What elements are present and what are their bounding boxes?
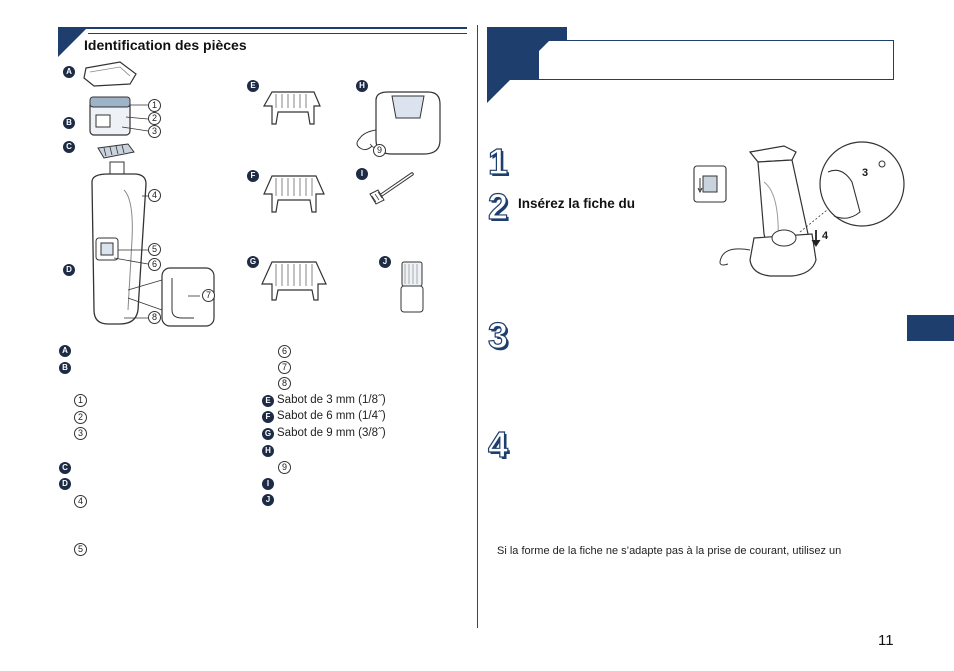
legend-callout-3: 3	[74, 427, 87, 440]
callout-8: 8	[148, 311, 161, 324]
legend-callout-8: 8	[278, 377, 291, 390]
section-rule-left	[58, 27, 467, 29]
right-header-band	[487, 27, 567, 41]
part-g-comb-illustration	[258, 258, 332, 304]
column-divider	[477, 25, 478, 628]
callout-2: 2	[148, 112, 161, 125]
legend-badge-g: G	[262, 428, 274, 440]
callout-4: 4	[148, 189, 161, 202]
badge-e: E	[247, 80, 259, 92]
legend-text-e: Sabot de 3 mm (1/8˝)	[277, 394, 386, 406]
right-header-fill	[487, 40, 539, 80]
section-rule-left-2	[88, 33, 467, 34]
step-4-number: 4	[488, 424, 509, 465]
charging-illustration	[692, 142, 902, 292]
right-header-box	[487, 40, 894, 80]
step-2-number: 2	[488, 186, 509, 227]
figure-label-3: 3	[862, 167, 869, 179]
part-c-blade-illustration	[96, 140, 138, 162]
badge-a: A	[63, 66, 75, 78]
page-number: 11	[878, 632, 894, 649]
badge-i: I	[356, 168, 368, 180]
step-1-number: 1	[488, 141, 509, 182]
legend-badge-i: I	[262, 478, 274, 490]
legend-badge-b: B	[59, 362, 71, 374]
legend-text-g: Sabot de 9 mm (3/8˝)	[277, 427, 386, 439]
legend-badge-j: J	[262, 494, 274, 506]
part-j-oil-illustration	[398, 260, 426, 314]
plug-note: Si la forme de la fiche ne s’adapte pas à la prise de courant, utilisez un	[497, 545, 842, 557]
legend-badge-d: D	[59, 478, 71, 490]
callout-6: 6	[148, 258, 161, 271]
legend-badge-e: E	[262, 395, 274, 407]
step-2-text: Insérez la fiche du	[518, 196, 636, 211]
part-a-cap-illustration	[80, 58, 140, 88]
part-i-brush-illustration	[366, 170, 418, 206]
callout-1: 1	[148, 99, 161, 112]
part-h-stand-illustration	[350, 84, 450, 160]
badge-f: F	[247, 170, 259, 182]
callout-9: 9	[373, 144, 386, 157]
step-3-number: 3	[488, 315, 509, 356]
callout-7: 7	[202, 289, 215, 302]
section-title: Identification des pièces	[84, 37, 247, 53]
part-b-head-illustration	[86, 95, 156, 140]
legend-badge-h: H	[262, 445, 274, 457]
legend-callout-4: 4	[74, 495, 87, 508]
badge-g: G	[247, 256, 259, 268]
callout-3: 3	[148, 125, 161, 138]
legend-badge-c: C	[59, 462, 71, 474]
legend-badge-f: F	[262, 411, 274, 423]
badge-c: C	[63, 141, 75, 153]
badge-j: J	[379, 256, 391, 268]
legend-callout-9: 9	[278, 461, 291, 474]
part-e-comb-illustration	[258, 88, 328, 130]
badge-d: D	[63, 264, 75, 276]
badge-h: H	[356, 80, 368, 92]
badge-b: B	[63, 117, 75, 129]
callout-5: 5	[148, 243, 161, 256]
legend-callout-2: 2	[74, 411, 87, 424]
side-tab	[907, 315, 954, 341]
legend-callout-5: 5	[74, 543, 87, 556]
legend-callout-6: 6	[278, 345, 291, 358]
legend-text-f: Sabot de 6 mm (1/4˝)	[277, 410, 386, 422]
legend-callout-7: 7	[278, 361, 291, 374]
part-f-comb-illustration	[258, 172, 332, 216]
legend-callout-1: 1	[74, 394, 87, 407]
figure-label-4: 4	[822, 230, 829, 242]
legend-badge-a: A	[59, 345, 71, 357]
